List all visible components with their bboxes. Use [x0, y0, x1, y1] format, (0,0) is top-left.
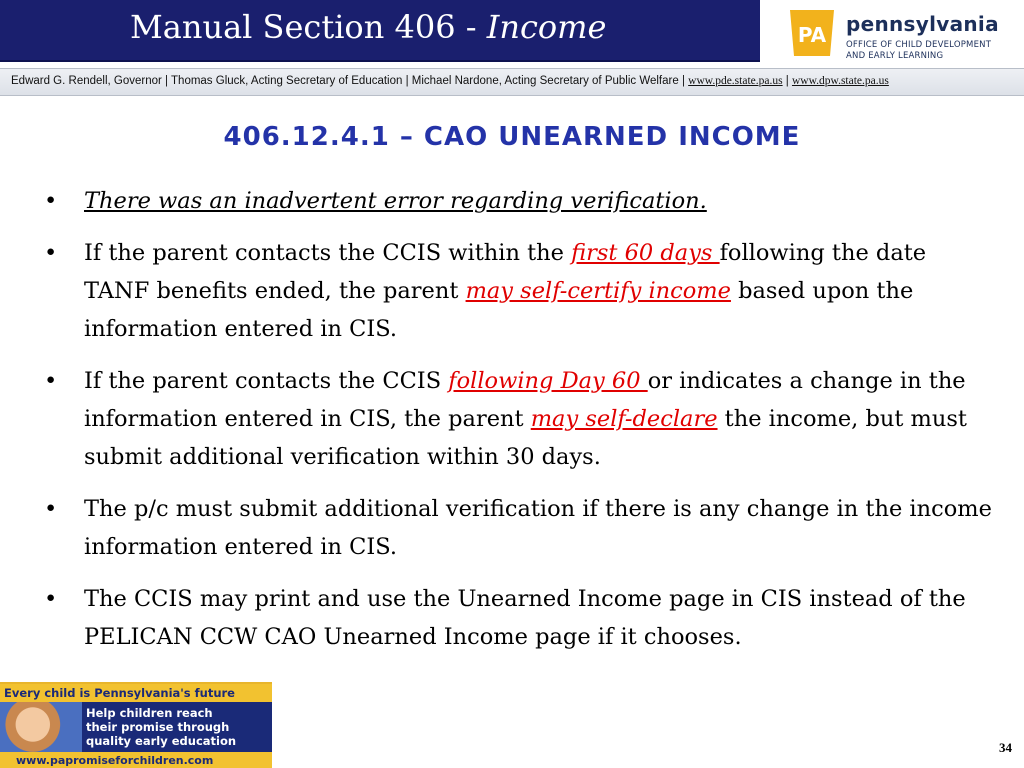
bullet-item	[44, 362, 994, 476]
promise-banner	[0, 682, 272, 768]
emphasis-text: may self-certify income	[465, 278, 731, 304]
banner-line: their promise through	[86, 720, 230, 734]
bullet-text: If the parent contacts the CCIS	[84, 368, 449, 394]
logo-word: pennsylvania	[846, 12, 999, 36]
page-number: 34	[999, 740, 1012, 755]
pde-link[interactable]: www.pde.state.pa.us	[688, 75, 783, 87]
bullet-icon: •	[44, 368, 58, 394]
separator: |	[782, 75, 792, 87]
logo-mark: PA	[797, 23, 827, 47]
logo-subtitle-2: AND EARLY LEARNING	[846, 51, 944, 61]
banner-tagline: Every child is Pennsylvania's future	[0, 684, 272, 702]
banner-url: www.papromiseforchildren.com	[0, 752, 272, 768]
banner-line: quality early education	[86, 734, 237, 748]
title-main: Manual Section 406 -	[130, 8, 477, 46]
bullet-text: or indicates a change in the information entered in CIS, the parent	[84, 368, 966, 432]
emphasis-text: first 60 days	[571, 240, 720, 266]
bullet-icon: •	[44, 240, 58, 266]
banner-line: Help children reach	[86, 706, 213, 720]
separator: |	[678, 75, 689, 87]
officials-bar	[0, 68, 1024, 96]
emphasis-text: may self-declare	[530, 406, 718, 432]
section-heading: 406.12.4.1 – CAO UNEARNED INCOME	[223, 122, 801, 152]
emphasis-text: following Day 60	[448, 368, 648, 394]
bullet-text: based upon the information entered in CIS.	[84, 278, 914, 342]
bullet-item	[44, 580, 994, 656]
bullet-text: following the date TANF benefits ended, the parent	[84, 240, 927, 304]
bullet-text: The CCIS may print and use the Unearned Income page in CIS instead of the PELICAN CCW CAO Unearned Income page if it chooses.	[84, 586, 966, 650]
title-italic: Income	[486, 8, 607, 46]
bullet-icon: •	[44, 586, 58, 612]
keystone-icon	[786, 8, 838, 58]
banner-message	[86, 706, 236, 748]
children-photo	[0, 702, 82, 752]
officials-text: Edward G. Rendell, Governor | Thomas Gluck, Acting Secretary of Education | Michael Nardone, Acting Secretary of Public Welfare	[11, 75, 679, 87]
bullet-item	[44, 234, 994, 348]
bullet-list	[44, 182, 994, 670]
bullet-text: The p/c must submit additional verification if there is any change in the income information entered in CIS.	[84, 496, 992, 560]
title-bar	[0, 0, 760, 62]
pennsylvania-ocdel-logo	[780, 4, 1006, 62]
bullet-item	[44, 182, 994, 220]
bullet-item	[44, 490, 994, 566]
logo-subtitle-1: OFFICE OF CHILD DEVELOPMENT	[846, 40, 992, 50]
bullet-icon: •	[44, 496, 58, 522]
slide-title	[130, 8, 606, 46]
dpw-link[interactable]: www.dpw.state.pa.us	[791, 75, 889, 87]
bullet-icon: •	[44, 188, 58, 214]
bullet-text: If the parent contacts the CCIS within the	[84, 240, 572, 266]
bullet-text: There was an inadvertent error regarding verification.	[84, 188, 707, 214]
bullet-text: the income, but must submit additional verification within 30 days.	[84, 406, 967, 470]
